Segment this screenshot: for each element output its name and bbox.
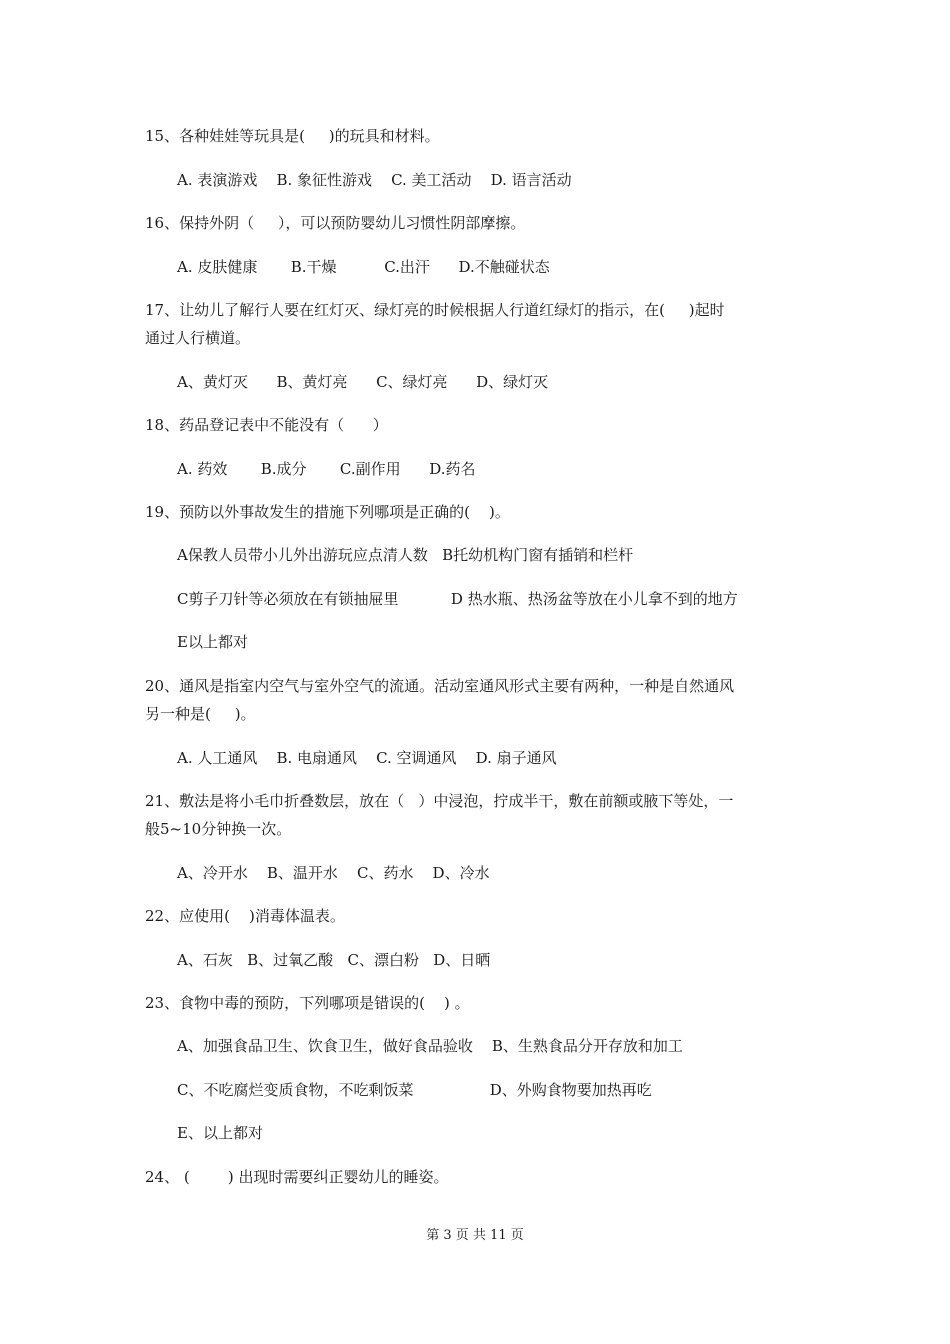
question-19-options-row3: E以上都对 — [177, 633, 248, 651]
question-20-stem-line1: 20、通风是指室内空气与室外空气的流通。活动室通风形式主要有两种，一种是自然通风 — [145, 677, 735, 695]
question-23-stem: 23、食物中毒的预防，下列哪项是错误的( ) 。 — [145, 994, 470, 1012]
question-21-stem-line2: 般5~10分钟换一次。 — [145, 820, 292, 838]
question-21-stem-line1: 21、敷法是将小毛巾折叠数层，放在（ ）中浸泡，拧成半干，敷在前额或腋下等处，一 — [145, 792, 734, 810]
question-16-options: A. 皮肤健康 B.干燥 C.出汗 D.不触碰状态 — [177, 258, 550, 276]
question-17-stem-line2: 通过人行横道。 — [145, 329, 251, 347]
question-20-options: A. 人工通风 B. 电扇通风 C. 空调通风 D. 扇子通风 — [177, 749, 557, 767]
question-18-stem: 18、药品登记表中不能没有（ ） — [145, 416, 388, 434]
question-15-options: A. 表演游戏 B. 象征性游戏 C. 美工活动 D. 语言活动 — [177, 171, 572, 189]
question-17-options: A、黄灯灭 B、黄灯亮 C、绿灯亮 D、绿灯灭 — [177, 373, 549, 391]
question-17-stem-line1: 17、让幼儿了解行人要在红灯灭、绿灯亮的时候根据人行道红绿灯的指示，在( )起时 — [145, 301, 725, 319]
question-23-options-row3: E、以上都对 — [177, 1124, 263, 1142]
question-19-options-row1: A保教人员带小儿外出游玩应点清人数 B托幼机构门窗有插销和栏杆 — [177, 546, 634, 564]
page-footer: 第 3 页 共 11 页 — [426, 1228, 524, 1243]
question-19-options-row2: C剪子刀针等必须放在有锁抽屉里 D 热水瓶、热汤盆等放在小儿拿不到的地方 — [177, 590, 738, 608]
question-18-options: A. 药效 B.成分 C.副作用 D.药名 — [177, 460, 476, 478]
question-23-options-row2: C、不吃腐烂变质食物，不吃剩饭菜 D、外购食物要加热再吃 — [177, 1081, 652, 1099]
question-19-stem: 19、预防以外事故发生的措施下列哪项是正确的( )。 — [145, 503, 510, 521]
question-24-stem: 24、 ( ) 出现时需要纠正婴幼儿的睡姿。 — [145, 1168, 449, 1186]
question-21-options: A、冷开水 B、温开水 C、药水 D、冷水 — [177, 864, 490, 882]
question-15-stem: 15、各种娃娃等玩具是( )的玩具和材料。 — [145, 127, 440, 145]
question-23-options-row1: A、加强食品卫生、饮食卫生，做好食品验收 B、生熟食品分开存放和加工 — [177, 1037, 683, 1055]
question-16-stem: 16、保持外阴（ ），可以预防婴幼儿习惯性阴部摩擦。 — [145, 214, 526, 232]
question-22-options: A、石灰 B、过氧乙酸 C、漂白粉 D、日晒 — [177, 951, 491, 969]
question-22-stem: 22、应使用( )消毒体温表。 — [145, 907, 345, 925]
question-20-stem-line2: 另一种是( )。 — [145, 705, 256, 723]
